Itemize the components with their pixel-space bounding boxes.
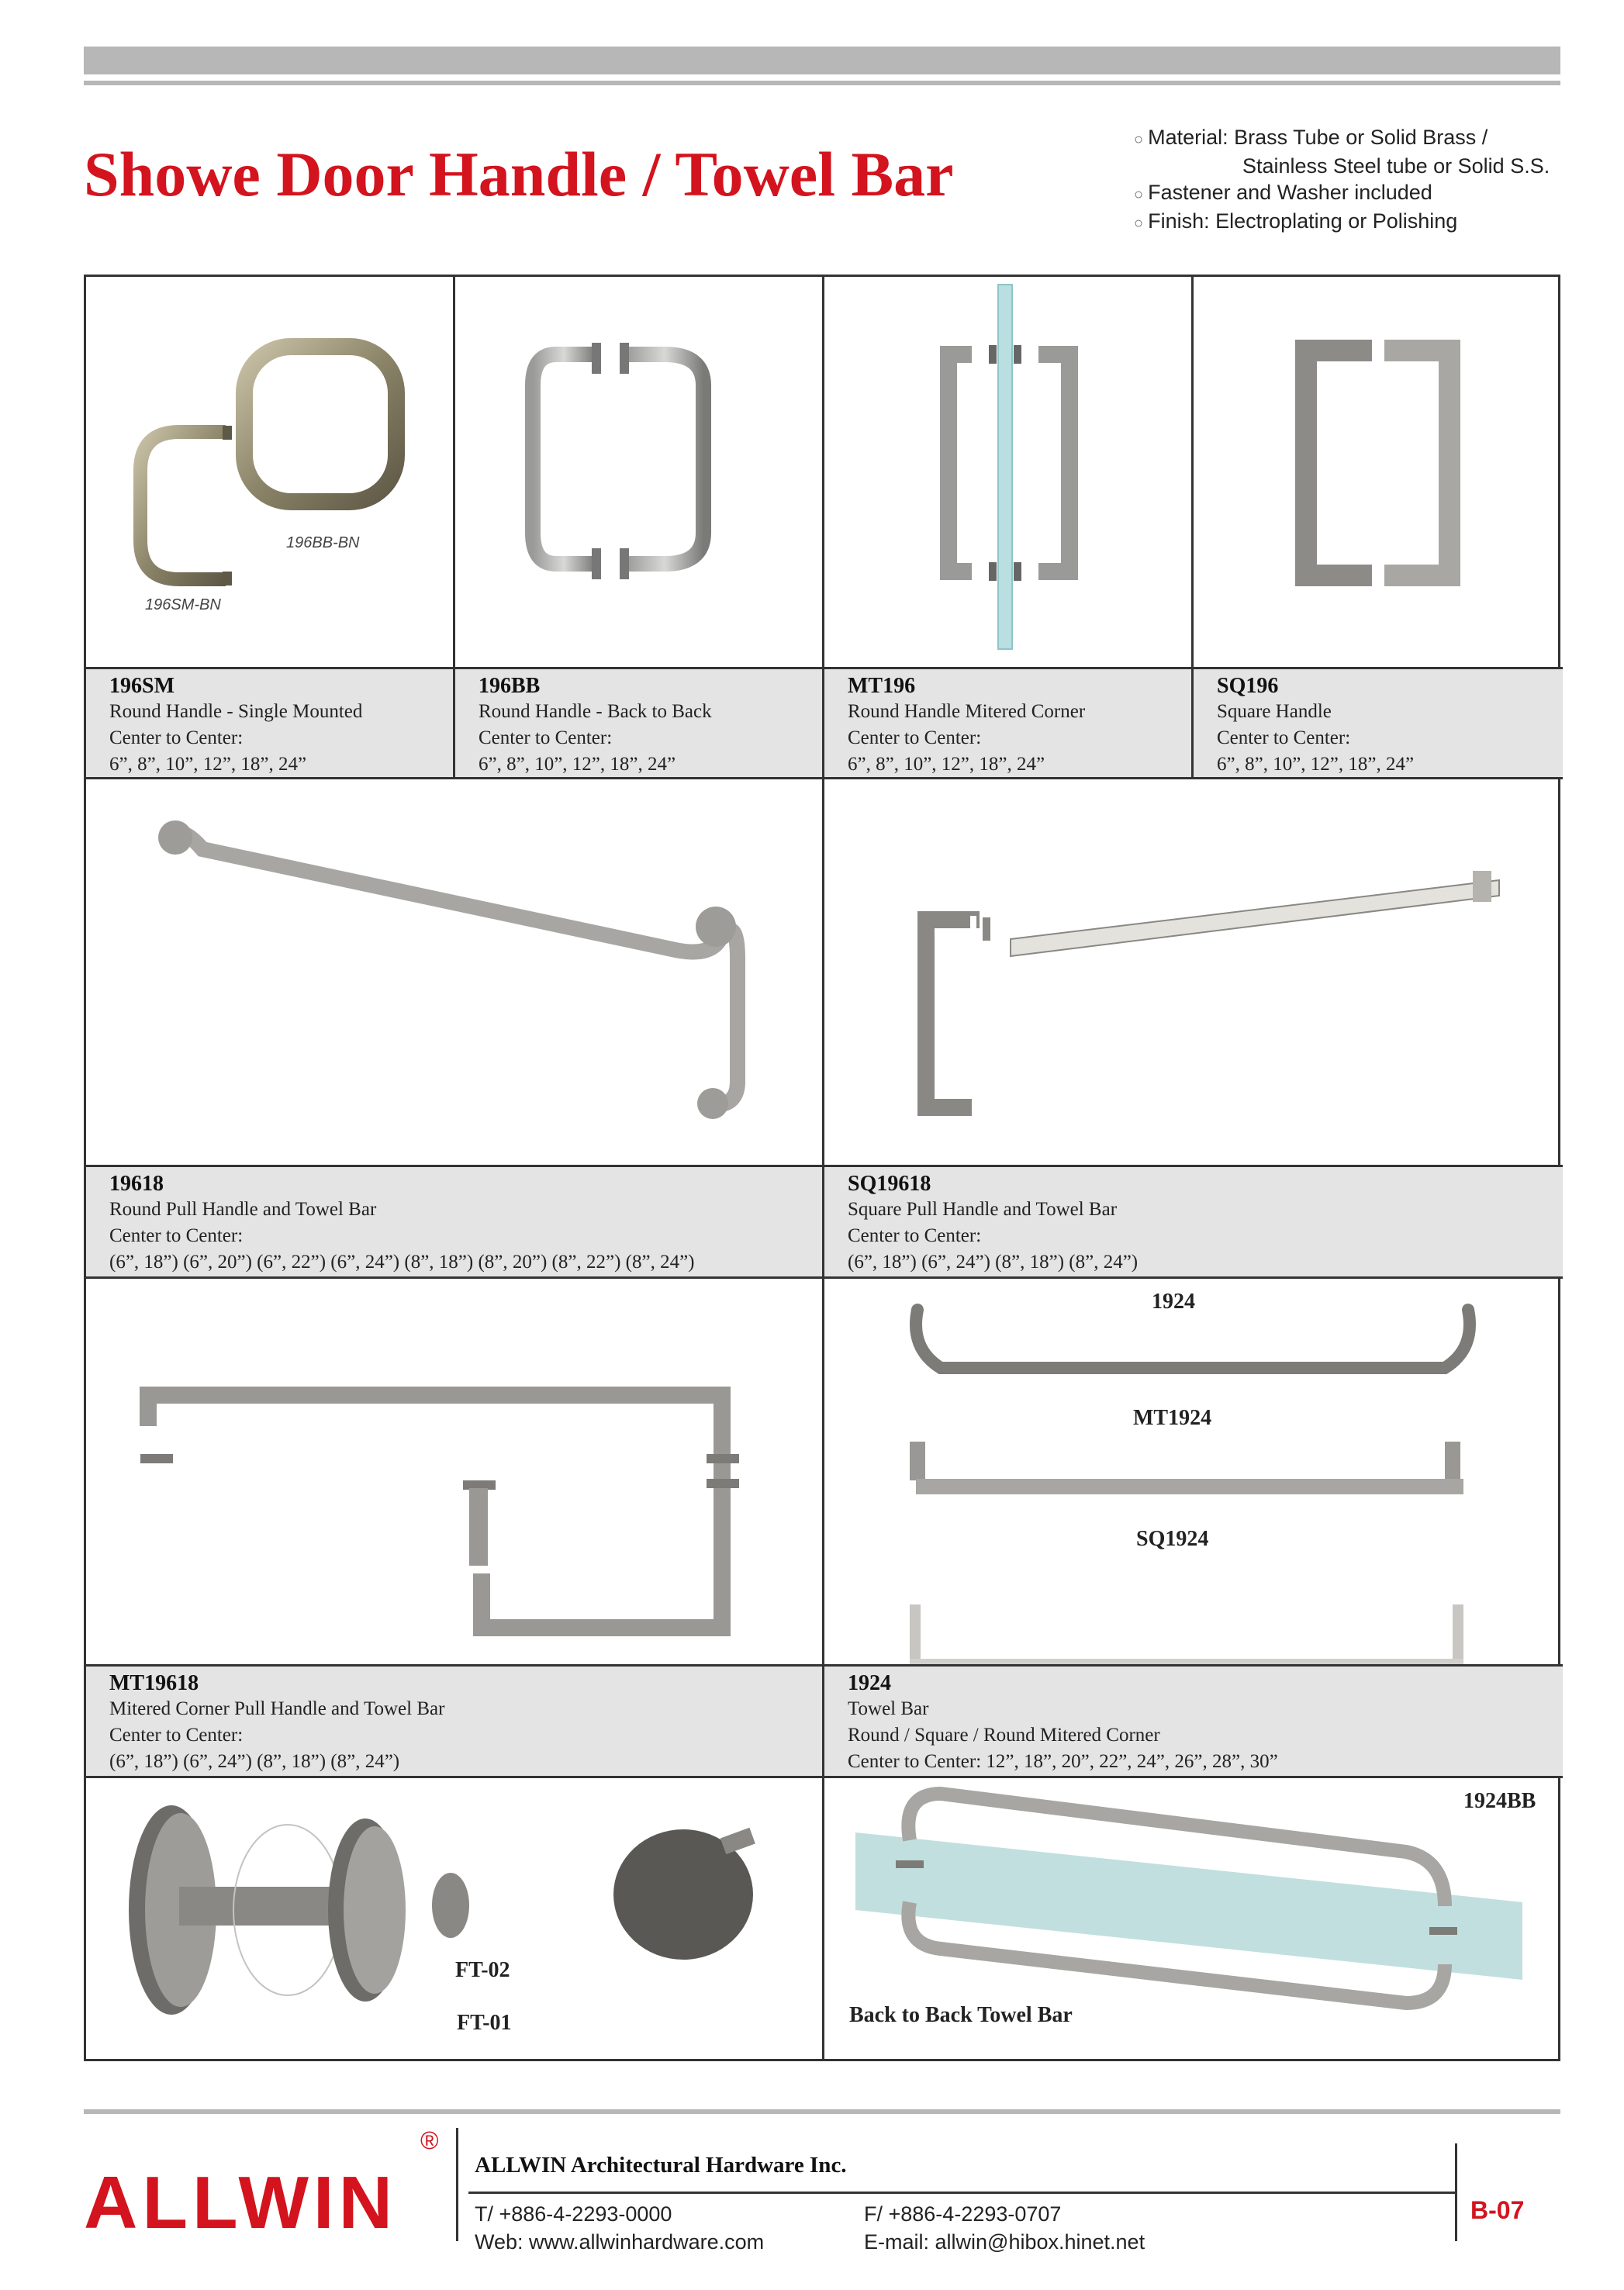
page-title: Showe Door Handle / Towel Bar <box>84 139 954 209</box>
cc-sizes: 6”, 8”, 10”, 12”, 18”, 24” <box>109 754 307 775</box>
towel-bar-1924-series-illustration <box>824 1279 1563 1667</box>
product-desc: Towel Bar <box>848 1698 929 1719</box>
caption-1924 <box>824 1667 1563 1778</box>
cc-label: Center to Center: <box>109 1225 244 1246</box>
image-mt19618 <box>86 1279 824 1667</box>
label-1924: 1924 <box>1152 1290 1195 1314</box>
cc-label: Center to Center: <box>848 727 982 748</box>
bullet-icon: ○ <box>1134 215 1144 232</box>
cc-label: Center to Center: <box>109 1725 244 1746</box>
product-desc: Round Handle - Back to Back <box>479 701 712 722</box>
cc-label: Center to Center: <box>1217 727 1351 748</box>
fastener-illustration <box>86 1778 824 2059</box>
bullet-icon: ○ <box>1134 131 1144 148</box>
company-name: ALLWIN Architectural Hardware Inc. <box>475 2153 847 2178</box>
cc-sizes: 6”, 8”, 10”, 12”, 18”, 24” <box>479 754 676 775</box>
caption-mt19618 <box>86 1667 824 1778</box>
caption-19618 <box>86 1167 824 1279</box>
spec-list <box>1134 124 1550 237</box>
product-desc: Round Handle - Single Mounted <box>109 701 363 722</box>
image-19618 <box>86 779 824 1167</box>
footer-rule <box>84 2109 1560 2114</box>
label-mt1924: MT1924 <box>1133 1406 1212 1430</box>
label-sq1924: SQ1924 <box>1136 1527 1209 1551</box>
spec-item: Stainless Steel tube or Solid S.S. <box>1242 154 1550 178</box>
product-code: 196SM <box>109 674 174 698</box>
cc-sizes: 6”, 8”, 10”, 12”, 18”, 24” <box>848 754 1045 775</box>
caption-sq19618 <box>824 1167 1563 1279</box>
product-code: MT196 <box>848 674 916 698</box>
cc-label: Center to Center: <box>109 727 244 748</box>
caption-sq196 <box>1194 669 1563 779</box>
image-sq19618 <box>824 779 1563 1167</box>
footer-divider <box>456 2128 458 2241</box>
label-196sm-bn: 196SM-BN <box>145 596 221 613</box>
image-1924-series <box>824 1279 1563 1667</box>
caption-196sm <box>86 669 455 779</box>
caption-196bb <box>455 669 824 779</box>
product-desc: Mitered Corner Pull Handle and Towel Bar <box>109 1698 445 1719</box>
email: E-mail: allwin@hibox.hinet.net <box>864 2230 1145 2254</box>
image-mt196 <box>824 277 1194 669</box>
towel-bar-19618-illustration <box>86 779 824 1167</box>
spec-item: ○ Material: Brass Tube or Solid Brass / <box>1134 126 1488 149</box>
product-desc: Square Handle <box>1217 701 1332 722</box>
footer-inner-rule <box>468 2192 1455 2194</box>
product-desc: Round Handle Mitered Corner <box>848 701 1086 722</box>
towel-bar-mt19618-illustration <box>86 1279 824 1667</box>
handle-196-illustration <box>86 277 455 669</box>
product-code: MT19618 <box>109 1671 199 1695</box>
image-sq196 <box>1194 277 1563 669</box>
caption-back-to-back: Back to Back Towel Bar <box>849 2003 1073 2027</box>
header-bar <box>84 47 1560 74</box>
image-196bb <box>455 277 824 669</box>
handle-mt196-illustration <box>824 277 1194 669</box>
registered-mark: ® <box>420 2126 439 2154</box>
spec-item: ○ Finish: Electroplating or Polishing <box>1134 209 1458 233</box>
image-196sm-196bb <box>86 277 455 669</box>
phone: T/ +886-4-2293-0000 <box>475 2202 672 2226</box>
product-code: 1924 <box>848 1671 891 1695</box>
product-code: 196BB <box>479 674 541 698</box>
label-1924bb: 1924BB <box>1463 1789 1536 1813</box>
cc-sizes: (6”, 18”) (6”, 20”) (6”, 22”) (6”, 24”) (8”, 18”) (8”, 20”) (8”, 22”) (8”, 24”) <box>109 1252 695 1273</box>
image-1924bb <box>824 1778 1563 2059</box>
website: Web: www.allwinhardware.com <box>475 2230 765 2254</box>
cc-label: Center to Center: <box>848 1225 982 1246</box>
label-ft-01: FT-01 <box>457 2011 512 2035</box>
cc-sizes: (6”, 18”) (6”, 24”) (8”, 18”) (8”, 24”) <box>109 1751 400 1772</box>
handle-sq196-illustration <box>1194 277 1563 669</box>
cc-sizes: Center to Center: 12”, 18”, 20”, 22”, 24”, 26”, 28”, 30” <box>848 1751 1278 1772</box>
page-divider <box>1455 2143 1457 2241</box>
product-code: SQ196 <box>1217 674 1279 698</box>
product-desc: Square Pull Handle and Towel Bar <box>848 1199 1118 1220</box>
product-grid <box>84 275 1560 2061</box>
fax: F/ +886-4-2293-0707 <box>864 2202 1062 2226</box>
bullet-icon: ○ <box>1134 186 1144 203</box>
page-number: B-07 <box>1470 2196 1525 2224</box>
label-196bb-bn: 196BB-BN <box>286 534 360 551</box>
cc-label: Center to Center: <box>479 727 613 748</box>
header-rule <box>84 81 1560 85</box>
product-desc: Round Pull Handle and Towel Bar <box>109 1199 377 1220</box>
product-desc-2: Round / Square / Round Mitered Corner <box>848 1725 1160 1746</box>
cc-sizes: 6”, 8”, 10”, 12”, 18”, 24” <box>1217 754 1415 775</box>
product-code: 19618 <box>109 1172 164 1196</box>
spec-item: ○ Fastener and Washer included <box>1134 181 1432 204</box>
caption-mt196 <box>824 669 1194 779</box>
image-fasteners <box>86 1778 824 2059</box>
product-code: SQ19618 <box>848 1172 931 1196</box>
towel-bar-sq19618-illustration <box>824 779 1563 1167</box>
label-ft-02: FT-02 <box>455 1958 510 1982</box>
handle-196bb-illustration <box>455 277 824 669</box>
allwin-logo: ALLWIN <box>84 2161 397 2244</box>
cc-sizes: (6”, 18”) (6”, 24”) (8”, 18”) (8”, 24”) <box>848 1252 1139 1273</box>
